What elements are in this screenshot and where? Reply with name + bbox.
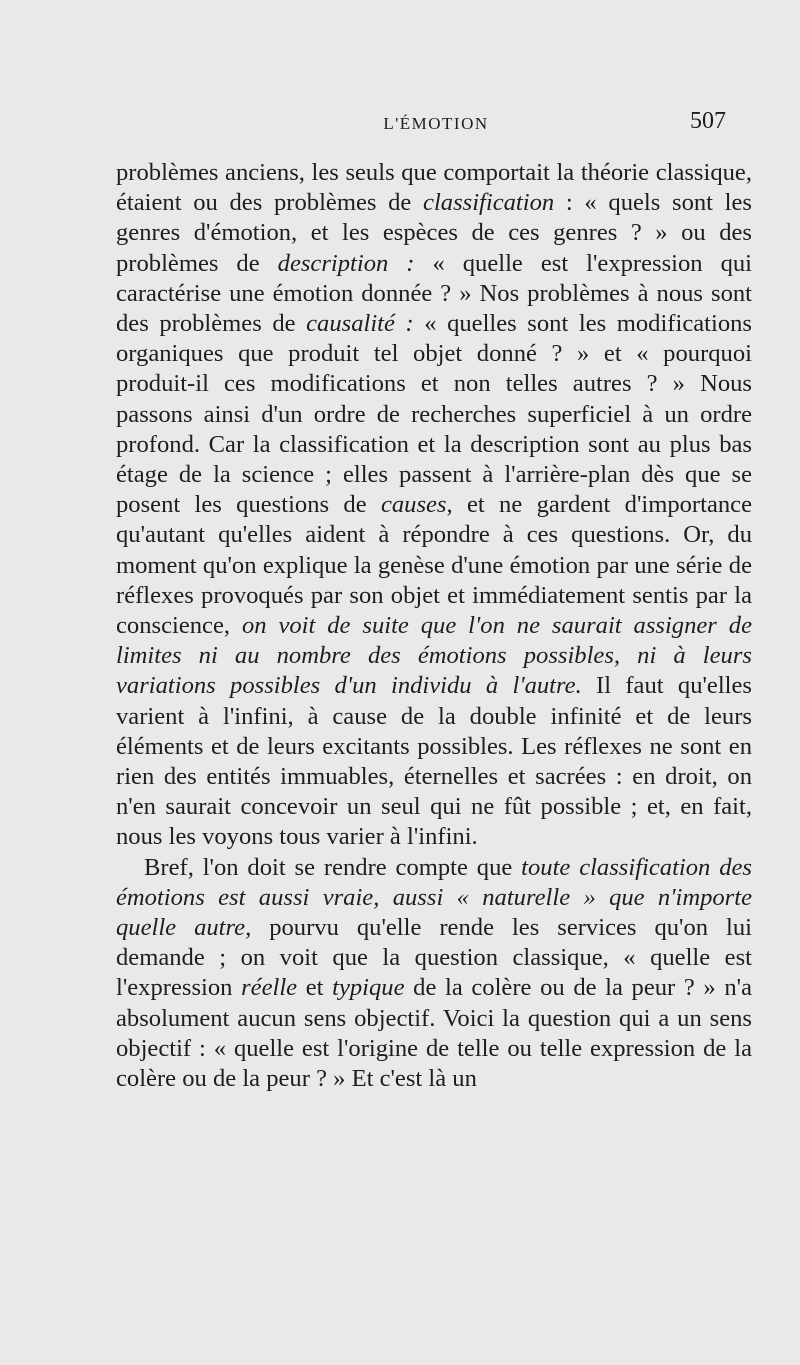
- italic-segment: causes: [380, 491, 447, 519]
- paragraph-1: [116, 158, 752, 853]
- page-number: 507: [690, 108, 726, 134]
- text-segment: pourvu qu'elle rende les services qu'on lui demande ; on voit que la question classique, « quelle est l'expression: [116, 914, 753, 1002]
- text-segment: , et ne gardent d'importance qu'autant qu'elles aident à répondre à ces questions. Or, du moment qu'on explique la genèse d'une émotion par une série de réflexes provoqués par son objet et immédiatement sentis par la conscience,: [116, 491, 752, 640]
- text-segment: et: [297, 974, 333, 1002]
- text-segment: « quelles sont les modifications organiques que produit tel objet donné ? » et « pourquoi produit-il ces modifications et non telles autres ? » Nous passons ainsi d'un ordre de recherches superficiel à un ordre profond. Car la classification et la description sont au plus bas étage de la science ; elles passent à l'arrière-plan dès que se posent les questions de: [116, 310, 752, 519]
- text-segment: « quelle est l'expression qui caractérise une émotion donnée ? » Nos problèmes à nous sont des problèmes de: [116, 249, 752, 338]
- italic-segment: toute classification des émotions est aussi vraie, aussi « naturelle » que n'importe quelle autre,: [116, 853, 752, 942]
- paragraph-2: [116, 853, 752, 1095]
- body-text: [116, 158, 752, 1094]
- italic-segment: réelle: [241, 974, 298, 1002]
- text-segment: Il faut qu'elles varient à l'infini, à cause de la double infinité et de leurs éléments et de leurs excitants possibles. Les réflexes ne sont en rien des entités immuables, éternelles et sacrées : en droit, on n'en saurait concevoir un seul qui ne fût possible ; et, en fait, nous les voyons tous varier à l'infini.: [116, 672, 752, 851]
- running-title: L'ÉMOTION: [383, 114, 489, 133]
- text-segment: problèmes anciens, les seuls que comportait la théorie classique, étaient ou des problèmes de: [116, 159, 752, 217]
- italic-segment: causalité :: [306, 310, 414, 338]
- text-segment: : « quels sont les genres d'émotion, et les espèces de ces genres ? » ou des problèmes de: [116, 189, 753, 277]
- italic-segment: classification: [423, 189, 555, 217]
- running-head: [116, 108, 756, 142]
- italic-segment: typique: [332, 974, 405, 1002]
- text-segment: Bref, l'on doit se rendre compte que: [144, 853, 522, 881]
- italic-segment: on voit de suite que l'on ne saurait assigner de limites ni au nombre des émotions possibles, ni à leurs variations possibles d'un individu à l'autre.: [116, 612, 753, 700]
- italic-segment: description :: [277, 249, 415, 277]
- text-segment: de la colère ou de la peur ? » n'a absolument aucun sens objectif. Voici la question qui a un sens objectif : « quelle est l'origine de telle ou telle expression de la colère ou de la peur ? » Et c'est là un: [116, 974, 753, 1093]
